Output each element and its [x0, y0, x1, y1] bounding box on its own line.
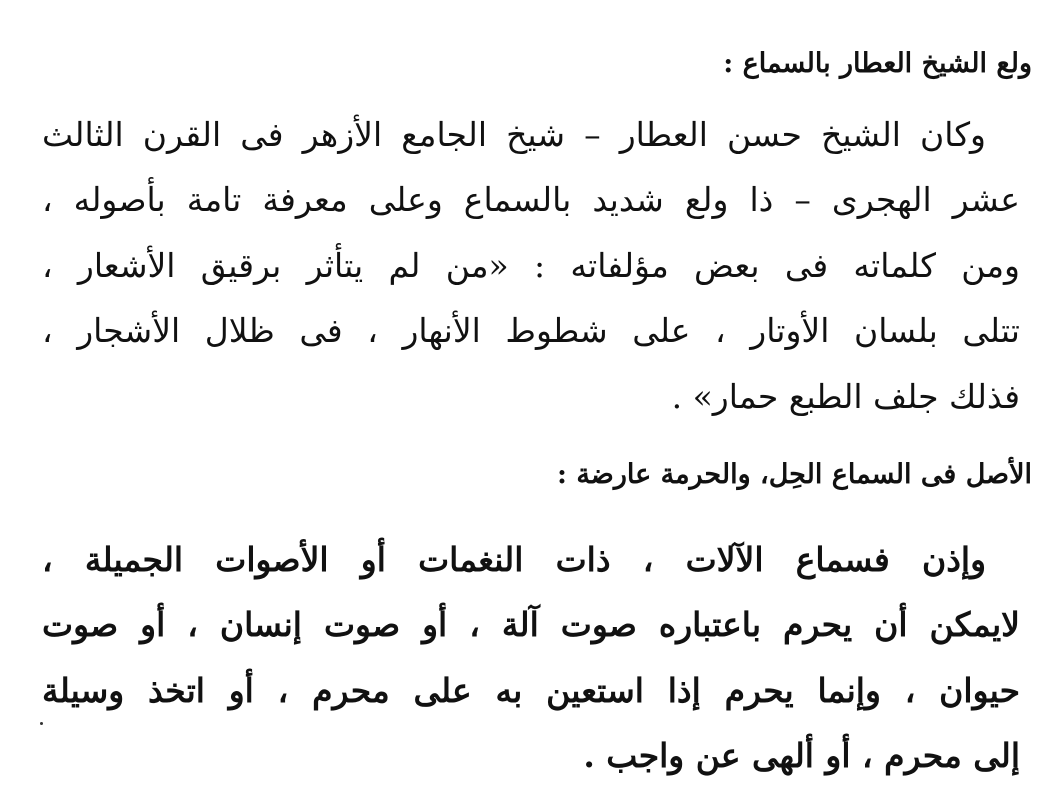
paragraph-line: وإذن فسماع الآلات ، ذات النغمات أو الأصوات الجميلة ،: [42, 540, 986, 579]
paragraph-line: عشر الهجرى – ذا ولع شديد بالسماع وعلى معرفة تامة بأصوله ،: [42, 180, 1020, 219]
section-heading-attar: ولع الشيخ العطار بالسماع :: [723, 48, 1032, 79]
paragraph-line: وكان الشيخ حسن العطار – شيخ الجامع الأزهر فى القرن الثالث: [42, 115, 986, 154]
paragraph-line: تتلى بلسان الأوتار ، على شطوط الأنهار ، فى ظلال الأشجار ،: [42, 311, 1020, 350]
scan-speck: [40, 722, 43, 725]
paragraph-line: إلى محرم ، أو ألهى عن واجب .: [583, 736, 1020, 775]
paragraph-line: حيوان ، وإنما يحرم إذا استعين به على محرم ، أو اتخذ وسيلة: [42, 671, 1020, 710]
section-heading-origin: الأصل فى السماع الحِل، والحرمة عارضة :: [557, 459, 1032, 490]
paragraph-line: فذلك جلف الطبع حمار» .: [671, 377, 1020, 416]
paragraph-line: ومن كلماته فى بعض مؤلفاته : «من لم يتأثر برقيق الأشعار ،: [42, 246, 1020, 285]
paragraph-line: لايمكن أن يحرم باعتباره صوت آلة ، أو صوت إنسان ، أو صوت: [42, 605, 1020, 644]
